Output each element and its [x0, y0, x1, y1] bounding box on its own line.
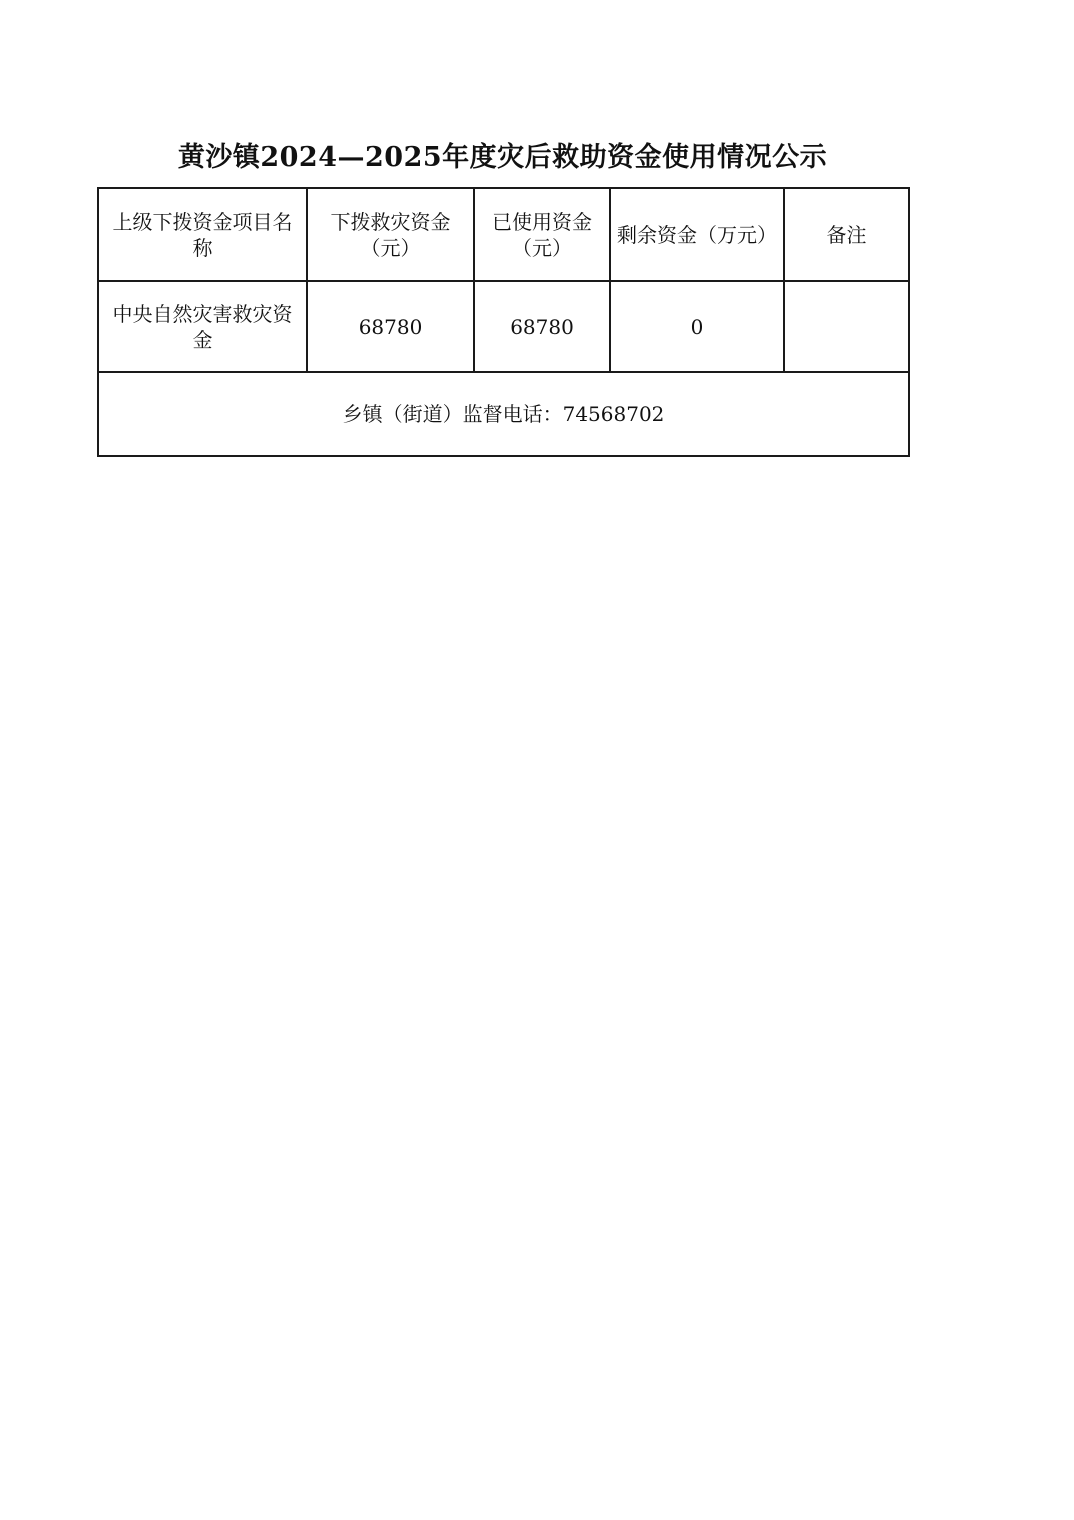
- cell-allocated-funds: 68780: [307, 281, 474, 372]
- table-footer-row: [98, 372, 909, 456]
- table-row: [98, 281, 909, 372]
- header-project-name: 上级下拨资金项目名称: [98, 188, 307, 281]
- header-remark: 备注: [784, 188, 909, 281]
- cell-project-name: 中央自然灾害救灾资金: [98, 281, 307, 372]
- supervision-phone: 乡镇（街道）监督电话：74568702: [98, 372, 909, 456]
- table-header-row: [98, 188, 909, 281]
- header-allocated-funds: 下拨救灾资金（元）: [307, 188, 474, 281]
- cell-used-funds: 68780: [474, 281, 610, 372]
- document-title: 黄沙镇2024—2025年度灾后救助资金使用情况公示: [177, 142, 828, 173]
- cell-remark: [784, 281, 909, 372]
- header-remaining-funds: 剩余资金（万元）: [610, 188, 784, 281]
- fund-usage-table: [97, 187, 910, 457]
- header-used-funds: 已使用资金（元）: [474, 188, 610, 281]
- cell-remaining-funds: 0: [610, 281, 784, 372]
